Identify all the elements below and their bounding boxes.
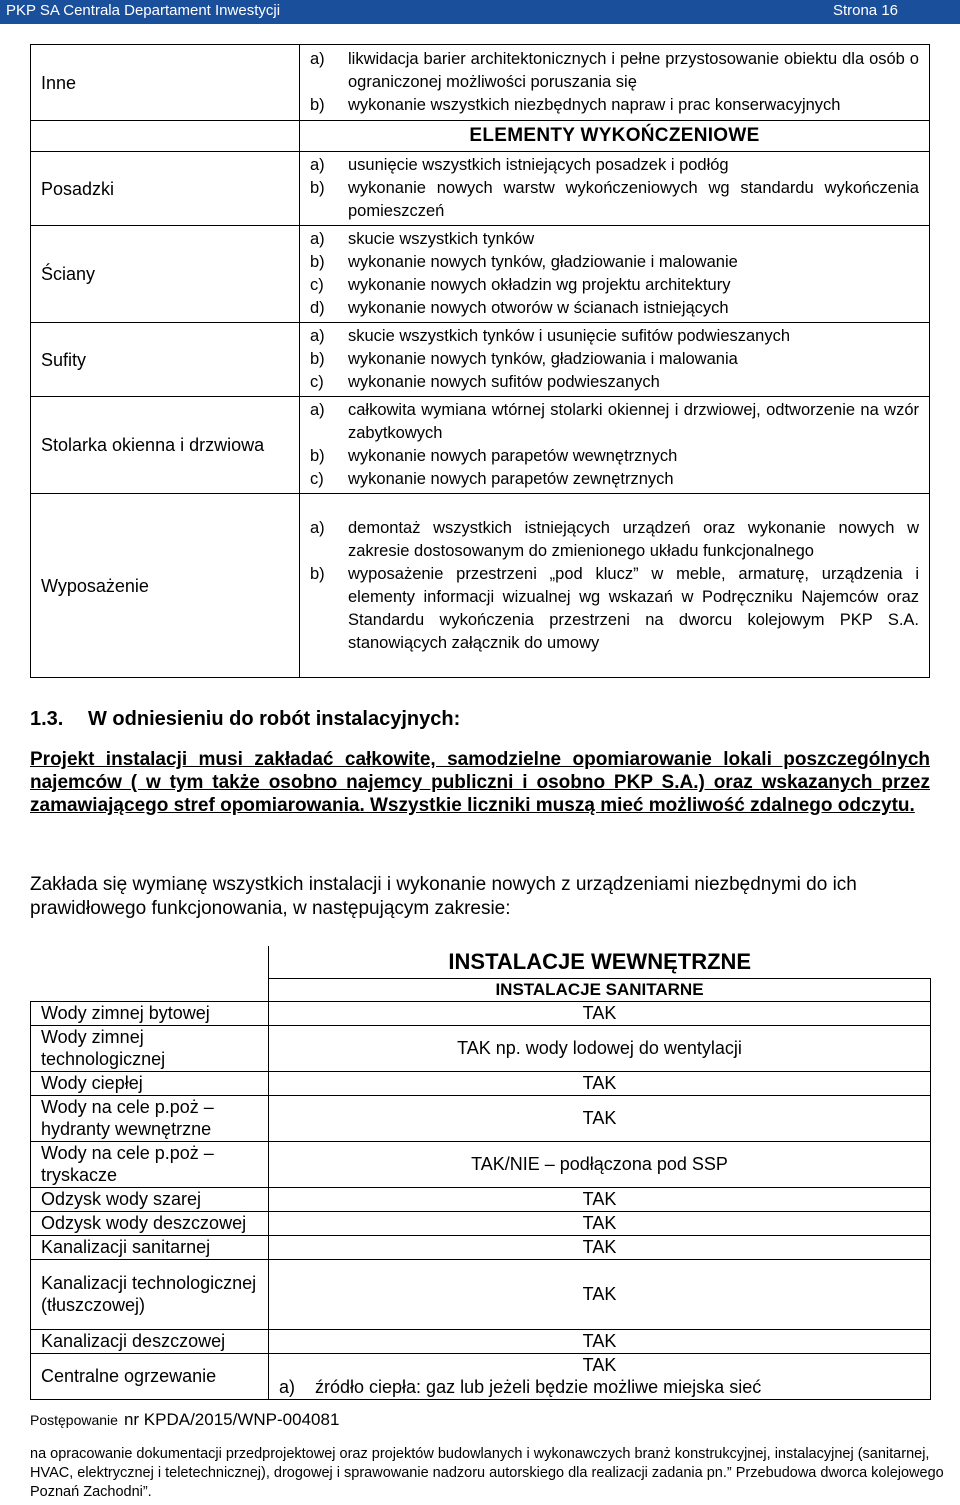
table-row: Wody ciepłej TAK xyxy=(31,1071,931,1095)
scope-table xyxy=(30,44,930,678)
table-row: Odzysk wody szarej TAK xyxy=(31,1187,931,1211)
footer-procedure xyxy=(30,1410,339,1430)
list-item: b) wykonanie nowych parapetów wewnętrznych xyxy=(310,447,678,465)
list-item: c) wykonanie nowych okładzin wg projektu architektury xyxy=(310,276,731,294)
list-item: d) wykonanie nowych otworów w ścianach istniejących xyxy=(310,299,729,317)
section-title: W odniesieniu do robót instalacyjnych: xyxy=(88,708,461,730)
table-row: Kanalizacji deszczowej TAK xyxy=(31,1329,931,1353)
row-content-stolarka xyxy=(300,397,930,494)
page-header xyxy=(0,0,960,24)
table-row: Wody na cele p.poż – tryskacze TAK/NIE – podłączona pod SSP xyxy=(31,1141,931,1187)
row-label-sufity: Sufity xyxy=(31,323,300,397)
list-item: b) wykonanie nowych warstw wykończeniowych wg standardu wykończenia pomieszczeń xyxy=(310,179,919,220)
list-item: a) demontaż wszystkich istniejących urządzeń oraz wykonanie nowych w zakresie dostosowanym do zmienionego układu funkcjonalnego xyxy=(310,518,919,560)
row-label-inne: Inne xyxy=(31,45,300,121)
row-content-posadzki xyxy=(300,152,930,226)
table-row: Kanalizacji sanitarnej TAK xyxy=(31,1235,931,1259)
list-item: a) skucie wszystkich tynków i usunięcie sufitów podwieszanych xyxy=(310,327,791,345)
row-content-inne xyxy=(300,45,930,121)
row-content-sciany xyxy=(300,226,930,323)
footer-code: nr KPDA/2015/WNP-004081 xyxy=(123,1410,340,1429)
section-heading-1-3 xyxy=(30,708,460,731)
row-content-sufity xyxy=(300,323,930,397)
installations-title: INSTALACJE WEWNĘTRZNE xyxy=(269,946,931,978)
list-item: b) wykonanie nowych tynków, gładziowania i malowania xyxy=(310,350,738,368)
row-label-wyposazenie: Wyposażenie xyxy=(31,494,300,678)
table-row: Wody zimnej bytowej TAK xyxy=(31,1001,931,1025)
table-row: Centralne ogrzewanie TAK a) źródło ciepła: gaz lub jeżeli będzie możliwe miejska sieć xyxy=(31,1353,931,1399)
installations-subtitle: INSTALACJE SANITARNE xyxy=(269,978,931,1001)
list-item: a) likwidacja barier architektonicznych i pełne przystosowanie obiektu dla osób o ograniczonej możliwości poruszania się xyxy=(310,50,919,91)
list-item: a) źródło ciepła: gaz lub jeżeli będzie możliwe miejska sieć xyxy=(279,1377,762,1397)
list-item: a) usunięcie wszystkich istniejących posadzek i podłóg xyxy=(310,156,729,174)
table-row: Odzysk wody deszczowej TAK xyxy=(31,1211,931,1235)
row-label-sciany: Ściany xyxy=(31,226,300,323)
table-row: Wody na cele p.poż – hydranty wewnętrzne TAK xyxy=(31,1095,931,1141)
list-item: a) całkowita wymiana wtórnej stolarki okiennej i drzwiowej, odtworzenie na wzór zabytkowych xyxy=(310,401,919,442)
header-organization: PKP SA Centrala Departament Inwestycji xyxy=(6,2,281,19)
project-requirement-paragraph: Projekt instalacji musi zakładać całkowite, samodzielne opomiarowanie lokali poszczególnych najemców ( w tym także osobno najemcy publiczni i osobno PKP S.A.) oraz wskazanych przez zamawiającego stref opomiarowania. Wszystkie liczniki muszą mieć możliwość zdalnego odczytu. xyxy=(30,749,930,816)
table-row: Kanalizacji technologicznej (tłuszczowej) TAK xyxy=(31,1259,931,1329)
table-row: Wody zimnej technologicznej TAK np. wody lodowej do wentylacji xyxy=(31,1025,931,1071)
footer-label: Postępowanie xyxy=(30,1412,118,1428)
row-content-wyposazenie xyxy=(300,494,930,678)
scope-intro-paragraph: Zakłada się wymianę wszystkich instalacji i wykonanie nowych z urządzeniami niezbędnymi do ich prawidłowego funkcjonowania, w następującym zakresie: xyxy=(30,874,857,919)
header-page-number: Strona 16 xyxy=(832,2,898,19)
list-item: c) wykonanie nowych parapetów zewnętrznych xyxy=(310,470,674,488)
list-item: a) skucie wszystkich tynków xyxy=(310,230,535,248)
list-item: c) wykonanie nowych sufitów podwieszanych xyxy=(310,373,660,391)
list-item: b) wykonanie wszystkich niezbędnych napraw i prac konserwacyjnych xyxy=(310,96,841,114)
section-heading: ELEMENTY WYKOŃCZENIOWE xyxy=(300,121,930,152)
installations-table xyxy=(30,946,931,1400)
list-item: b) wyposażenie przestrzeni „pod klucz” w meble, armaturę, urządzenia i elementy informacji wizualnej wg wskazań w Podręczniku Najemców oraz Standardu wykończenia przestrzeni na dworcu kolejowym PKP S.A. stanowiących załącznik do umowy xyxy=(310,564,919,652)
row-label-posadzki: Posadzki xyxy=(31,152,300,226)
row-label-stolarka: Stolarka okienna i drzwiowa xyxy=(31,397,300,494)
list-item: b) wykonanie nowych tynków, gładziowanie i malowanie xyxy=(310,253,738,271)
footer-description: na opracowanie dokumentacji przedprojektowej oraz projektów budowlanych i wykonawczych branż konstrukcyjnej, instalacyjnej (sanitarnej, HVAC, elektrycznej i teletechnicznej), drogowej i sprawowanie nadzoru autorskiego dla realizacji zadania pn.” Przebudowa dworca kolejowego Poznań Zachodni”. xyxy=(30,1446,944,1500)
section-number: 1.3. xyxy=(30,708,64,730)
